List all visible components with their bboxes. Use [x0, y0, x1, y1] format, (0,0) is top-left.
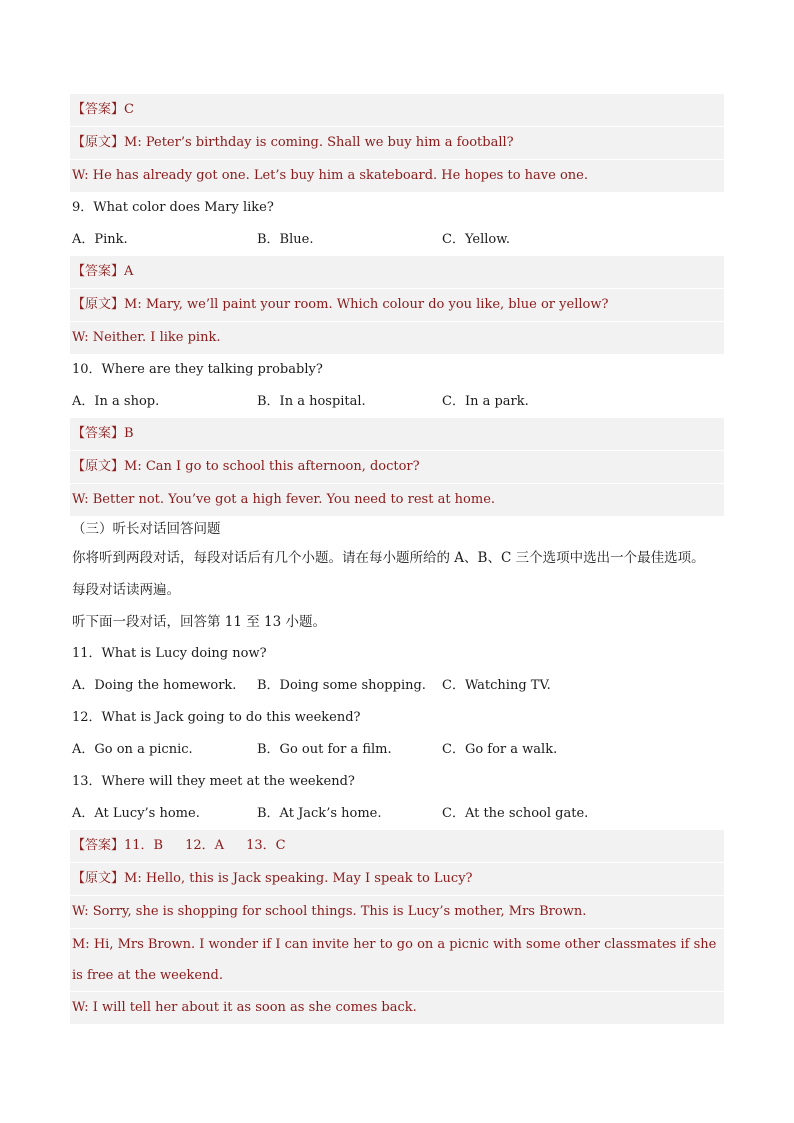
answer-item: 12．A — [185, 838, 225, 853]
original-text: M: Mary, we’ll paint your room. Which colour do you like, blue or yellow? — [124, 297, 609, 312]
options-row-10 — [70, 386, 724, 418]
answer-line — [70, 830, 724, 862]
original-label: 【原文】 — [72, 297, 125, 312]
dialogue-line: W: I will tell her about it as soon as she comes back. — [70, 991, 724, 1024]
option-b: B．At Jack’s home. — [257, 806, 382, 821]
option-c: C．Yellow. — [442, 232, 510, 247]
original-text-line — [70, 126, 724, 159]
instructions-line: 听下面一段对话，回答第 11 至 13 小题。 — [72, 614, 327, 630]
question-12: 12．What is Jack going to do this weekend? — [72, 710, 361, 725]
option-a: A．At Lucy’s home. — [72, 806, 200, 821]
option-b: B．Blue. — [257, 232, 314, 247]
question-9: 9．What color does Mary like? — [72, 200, 274, 215]
answer-item: 13．C — [246, 838, 286, 853]
dialogue-line: W: Better not. You’ve got a high fever. You need to rest at home. — [70, 483, 724, 516]
option-b: B．Doing some shopping. — [257, 678, 426, 693]
instructions-line: 你将听到两段对话，每段对话后有几个小题。请在每小题所给的 A、B、C 三个选项中选出一个最佳选项。 — [72, 550, 705, 566]
original-text: M: Can I go to school this afternoon, doctor? — [124, 459, 420, 474]
page-content — [70, 94, 724, 1024]
original-text-line — [70, 862, 724, 895]
original-text: M: Hello, this is Jack speaking. May I speak to Lucy? — [124, 871, 473, 886]
dialogue-line: W: Sorry, she is shopping for school things. This is Lucy’s mother, Mrs Brown. — [70, 895, 724, 928]
option-a: A．In a shop. — [72, 394, 160, 409]
dialogue-line: W: He has already got one. Let’s buy him a skateboard. He hopes to have one. — [70, 159, 724, 192]
answer-line: 【答案】C — [70, 94, 724, 126]
dialogue-line: M: Hi, Mrs Brown. I wonder if I can invite her to go on a picnic with some other classmates if she is free at the weekend. — [70, 928, 724, 991]
answer-label: 【答案】 — [72, 838, 125, 853]
question-13: 13．Where will they meet at the weekend? — [72, 774, 355, 789]
original-text-line — [70, 450, 724, 483]
option-c: C．Watching TV. — [442, 678, 551, 693]
option-c: C．Go for a walk. — [442, 742, 558, 757]
option-a: A．Pink. — [72, 232, 128, 247]
option-b: B．Go out for a film. — [257, 742, 392, 757]
option-c: C．At the school gate. — [442, 806, 589, 821]
answer-line: 【答案】A — [70, 256, 724, 288]
options-row-13 — [70, 798, 724, 830]
options-row-12 — [70, 734, 724, 766]
option-a: A．Doing the homework. — [72, 678, 237, 693]
answer-line: 【答案】B — [70, 418, 724, 450]
options-row-11 — [70, 670, 724, 702]
original-label: 【原文】 — [72, 135, 125, 150]
question-11: 11．What is Lucy doing now? — [72, 646, 267, 661]
option-a: A．Go on a picnic. — [72, 742, 193, 757]
answer-item: 11．B — [124, 838, 164, 853]
question-10: 10．Where are they talking probably? — [72, 362, 323, 377]
original-label: 【原文】 — [72, 871, 125, 886]
instructions-line: 每段对话读两遍。 — [72, 582, 180, 598]
dialogue-line: W: Neither. I like pink. — [70, 321, 724, 354]
original-label: 【原文】 — [72, 459, 125, 474]
options-row-9 — [70, 224, 724, 256]
original-text: M: Peter’s birthday is coming. Shall we buy him a football? — [124, 135, 514, 150]
option-b: B．In a hospital. — [257, 394, 366, 409]
option-c: C．In a park. — [442, 394, 529, 409]
original-text-line — [70, 288, 724, 321]
section-heading: （三）听长对话回答问题 — [72, 521, 221, 537]
